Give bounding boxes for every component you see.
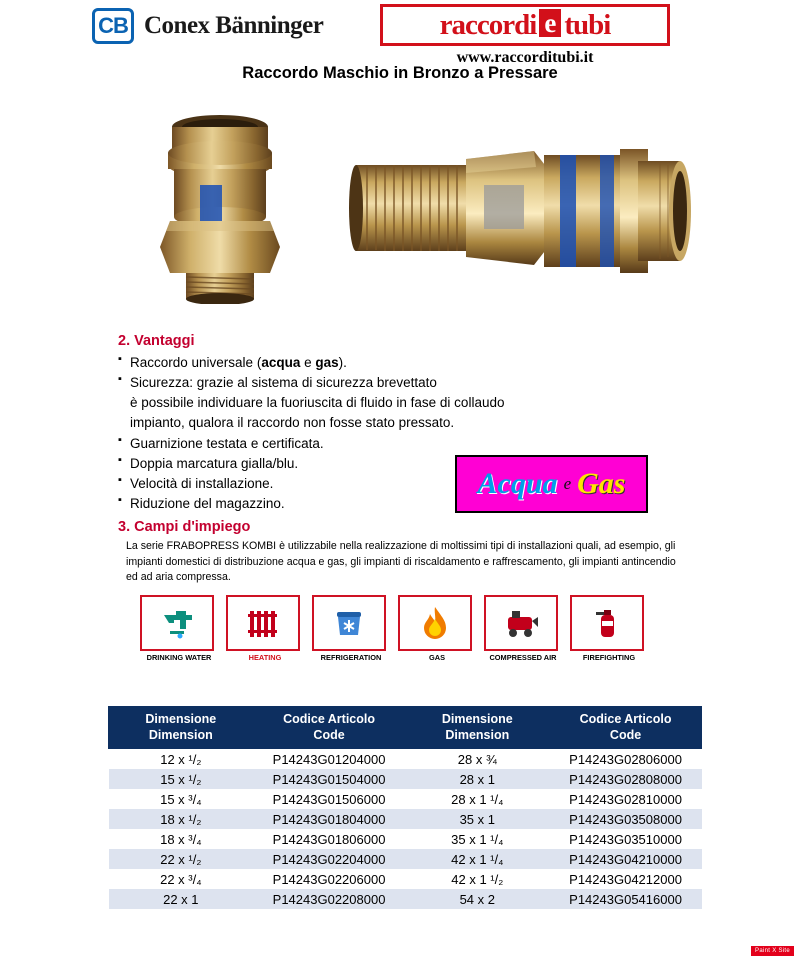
column-header-code-1	[253, 707, 405, 749]
logo-word-e: e	[539, 9, 561, 37]
application-label: DRINKING WATER	[146, 653, 212, 663]
product-codes-table	[108, 706, 702, 909]
cell-dimension: 22 x ³/₄	[160, 871, 202, 887]
cell-dimension: 22 x ¹/₂	[109, 849, 254, 869]
header-line-2: Dimension	[148, 727, 213, 742]
application-gas	[398, 595, 476, 663]
column-header-dimension-1	[109, 707, 254, 749]
cell-code: P14243G05416000	[550, 889, 702, 909]
cell-dimension: 42 x 1 ¹/₄	[405, 849, 550, 869]
radiator-icon	[226, 595, 300, 651]
cell-code: P14243G02808000	[550, 769, 702, 789]
badge-word-e: e	[563, 474, 572, 493]
table-row	[109, 789, 702, 809]
brand-name: Conex Bänninger	[144, 12, 324, 39]
fire-extinguisher-icon	[570, 595, 644, 651]
application-icons	[140, 595, 800, 663]
header-line-2: Dimension	[445, 727, 510, 742]
badge-word-gas: Gas	[577, 467, 626, 500]
page-header	[0, 0, 800, 66]
list-item: impianto, qualora il raccordo non fosse stato pressato.	[130, 415, 455, 431]
list-item: ▪ Velocità di installazione.	[118, 474, 800, 493]
watermark-badge: Paint X Site	[751, 946, 794, 956]
product-images	[0, 87, 800, 327]
header-line-1: Dimensione	[441, 712, 513, 726]
list-item: ▪ Guarnizione testata e certificata.	[118, 434, 800, 453]
cell-code: P14243G01806000	[272, 831, 386, 847]
application-drinking-water	[140, 595, 218, 663]
cell-code: P14243G02810000	[569, 791, 682, 807]
table-row	[109, 749, 702, 770]
product-photo-left	[140, 89, 300, 304]
site-url[interactable]: www.raccorditubi.it	[456, 49, 594, 66]
application-label: HEATING	[248, 653, 282, 663]
list-item: ▪ Riduzione del magazzino.	[118, 494, 800, 513]
application-label: FIREFIGHTING	[582, 653, 636, 663]
cell-dimension: 28 x ¾	[457, 751, 497, 767]
list-item: è possibile individuare la fuoriuscita di fluido in fase di collaudo	[130, 395, 505, 411]
header-line-1: Dimensione	[145, 712, 217, 726]
raccorditubi-logo-box	[380, 4, 670, 46]
fields-heading: 3. Campi d'impiego	[118, 519, 251, 536]
cell-dimension: 18 x ³/₄	[160, 831, 202, 847]
application-firefighting	[570, 595, 648, 663]
application-refrigeration	[312, 595, 390, 663]
cell-code: P14243G03508000	[550, 809, 702, 829]
table-row	[109, 829, 702, 849]
acqua-gas-badge	[455, 455, 648, 513]
cell-dimension: 42 x 1 ¹/₂	[451, 871, 504, 887]
list-item: ▪ Sicurezza: grazie al sistema di sicurezza brevettato	[118, 373, 800, 392]
list-item: ▪ Raccordo universale (acqua e gas).	[118, 353, 800, 372]
cell-dimension: 15 x ³/₄	[160, 791, 202, 807]
cell-code: P14243G04210000	[550, 849, 702, 869]
logo-word-tubi: tubi	[564, 9, 611, 41]
cell-dimension: 28 x 1	[405, 769, 550, 789]
application-label: GAS	[428, 653, 445, 663]
header-line-1: Codice Articolo	[579, 712, 672, 726]
cell-code: P14243G01804000	[253, 809, 405, 829]
application-label: COMPRESSED AIR	[489, 653, 557, 663]
cell-code: P14243G02806000	[569, 751, 682, 767]
logo-word-raccordi: raccordi	[439, 9, 537, 41]
cell-code: P14243G02206000	[272, 871, 386, 887]
cell-code: P14243G01506000	[272, 791, 386, 807]
header-line-2: Code	[609, 727, 642, 742]
table-row	[109, 869, 702, 889]
list-item: ▪ Doppia marcatura gialla/blu.	[118, 454, 800, 473]
application-label: REFRIGERATION	[320, 653, 382, 663]
cell-code: P14243G02204000	[253, 849, 405, 869]
badge-word-acqua: Acqua	[477, 467, 558, 500]
fields-paragraph: La serie FRABOPRESS KOMBI è utilizzabile nella realizzazione di moltissimi tipi di installazioni quali, ad esempio, gli impianti domestici di distribuzione acqua e gas, gli impianti di riscaldamento e raffrescamento, gli impianti antincendio ed ad aria compressa.	[126, 540, 676, 583]
cell-dimension: 15 x ¹/₂	[109, 769, 254, 789]
product-photo-right	[338, 107, 693, 312]
cell-code: P14243G01204000	[272, 751, 386, 767]
conex-banninger-logo	[92, 8, 323, 44]
cell-dimension: 28 x 1 ¹/₄	[451, 791, 504, 807]
cell-code: P14243G01504000	[253, 769, 405, 789]
cell-dimension: 35 x 1 ¹/₄	[451, 831, 504, 847]
advantages-heading: 2. Vantaggi	[118, 333, 195, 349]
cell-code: P14243G04212000	[569, 871, 682, 887]
page-title: Raccordo Maschio in Bronzo a Pressare	[242, 64, 558, 82]
faucet-icon	[140, 595, 214, 651]
table-row	[109, 889, 702, 909]
cb-monogram-icon: CB	[92, 8, 134, 44]
cell-dimension: 22 x 1	[109, 889, 254, 909]
table-row	[109, 849, 702, 869]
column-header-dimension-2	[405, 707, 550, 749]
cell-code: P14243G03510000	[569, 831, 682, 847]
header-line-2: Code	[313, 727, 345, 742]
flame-icon	[398, 595, 472, 651]
compressor-icon	[484, 595, 558, 651]
cell-code: P14243G02208000	[253, 889, 405, 909]
cell-dimension: 54 x 2	[405, 889, 550, 909]
cell-dimension: 12 x ¹/₂	[160, 751, 202, 767]
application-heating	[226, 595, 304, 663]
table-header-row	[109, 707, 702, 749]
refrigeration-icon	[312, 595, 386, 651]
cell-dimension: 35 x 1	[405, 809, 550, 829]
cell-dimension: 18 x ¹/₂	[109, 809, 254, 829]
application-compressed-air	[484, 595, 562, 663]
header-line-1: Codice Articolo	[283, 712, 376, 726]
table-row	[109, 809, 702, 829]
raccorditubi-logo	[380, 4, 670, 67]
column-header-code-2	[550, 707, 702, 749]
table-row	[109, 769, 702, 789]
